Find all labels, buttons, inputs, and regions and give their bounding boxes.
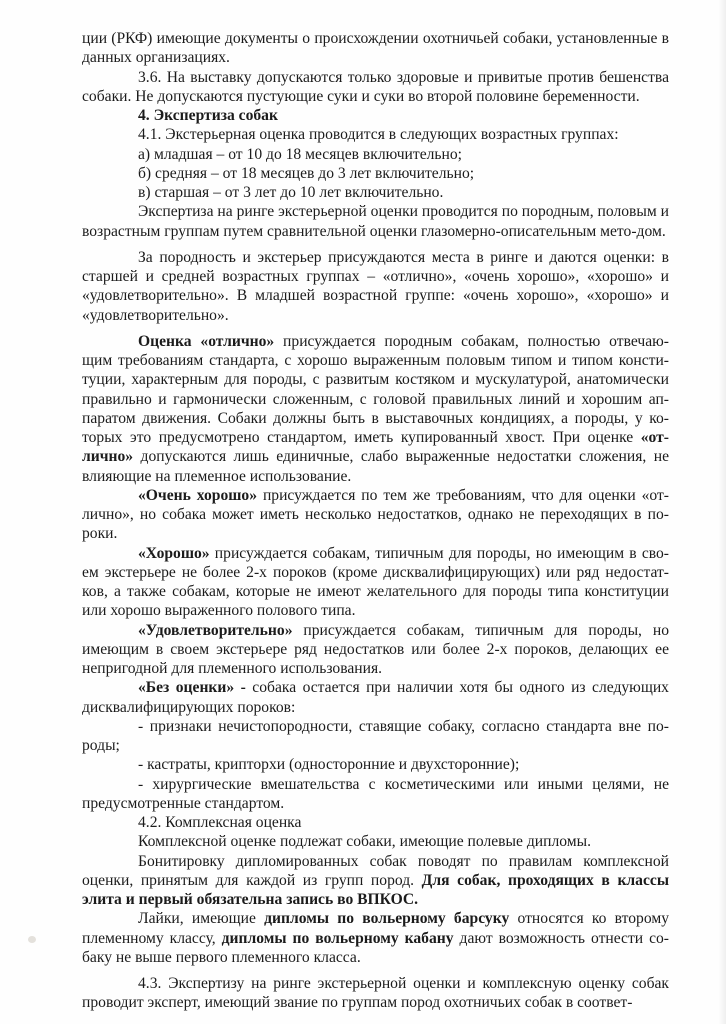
paragraph-text: ции (РКФ) имеющие документы о происхождении охотничьей собаки, установленные в данных организациях. xyxy=(82,30,669,67)
list-item-middle xyxy=(82,164,669,183)
list-item-text: - хирургические вмешательства с косметическими или иными целями, не предусмотренные стандартом. xyxy=(82,775,669,812)
paragraph-text: 3.6. На выставку допускаются только здоровые и привитые против бешенства собаки. Не допускаются пустующие суки и суки во второй половине беременности. xyxy=(82,68,669,105)
paragraph-laika-diplomas xyxy=(82,909,669,967)
list-item-text: - признаки нечистопородности, ставящие собаку, согласно стандарта вне по-роды; xyxy=(82,717,669,754)
paragraph-text: Комплексной оценке подлежат собаки, имеющие полевые дипломы. xyxy=(138,833,591,851)
paragraph-text: собака остается при наличии хотя бы одного из следующих дисквалифицирующих пороков: xyxy=(82,679,669,716)
paragraph-text: 4.3. Экспертизу на ринге экстерьерной оценки и комплексную оценку собак проводит эксперт, имеющий звание по группам пород охотничьих собак в соответ- xyxy=(82,975,669,1012)
paragraph-text: относятся ко второму племенному классу, xyxy=(82,910,669,947)
paragraph-text: присуждается по тем же требованиям, что для оценки «от-лично», но собака может иметь несколько недостатков, однако не переходящих в по-роки. xyxy=(82,486,670,543)
paragraph-text: присуждается собакам, типичным для породы, но имеющим в своем экстерьере ряд недостатков или более 2-х пороков, делающих ее непригодной для племенного использования. xyxy=(82,621,669,677)
list-item-text: - кастраты, крипторхи (односторонние и двухсторонние); xyxy=(138,756,520,774)
list-item-surgery xyxy=(82,775,669,814)
list-item-text: б) средняя – от 18 месяцев до 3 лет включительно; xyxy=(138,164,475,182)
paragraph-3-6 xyxy=(82,68,669,107)
paragraph-text: За породность и экстерьер присуждаются места в ринге и даются оценки: в старшей и средней возрастных группах – «отлично», «очень хорошо», «хорошо» и «удовлетворительно». В младшей возрастной группе: «очень хорошо», «хорошо» и «удовлетворительно». xyxy=(82,248,669,324)
bold-term: Для собак, проходящих в классы элита и первый обязательна запись во ВПКОС. xyxy=(82,871,669,908)
bold-term: Оценка «отлично» xyxy=(138,332,275,350)
paragraph-excellent xyxy=(82,332,669,486)
scan-smudge xyxy=(28,936,36,943)
paragraph-text: Бонитировку дипломированных собак поводят по правилам комплексной оценки, принятым для каждой из групп пород. xyxy=(82,852,669,889)
list-item-junior xyxy=(82,145,669,164)
paragraph-good xyxy=(82,544,669,621)
paragraph-text: присуждается собакам, типичным для породы, но имеющим в сво-ем экстерьере не более 2-х пороков (кроме дисквалифицирующих) или ряд недостат-ков, а также собакам, которые не имеют желательного для породы типа конституции или хорошо выраженного полового типа. xyxy=(82,544,669,620)
list-item-text: в) старшая – от 3 лет до 10 лет включительно. xyxy=(138,184,444,201)
list-item-senior xyxy=(82,183,669,202)
heading-text: 4.2. Комплексная оценка xyxy=(138,814,302,831)
list-item-castrates xyxy=(82,755,669,774)
section-heading-4 xyxy=(82,106,669,125)
bold-term: «Удовлетворительно» xyxy=(138,621,293,639)
paragraph-continuation xyxy=(82,29,669,68)
paragraph-text: допускаются лишь единичные, слабо выраженные недостатки сложения, не влияющие на племенное использование. xyxy=(82,448,669,485)
paragraph-bonitation xyxy=(82,852,669,910)
bold-term: «Без оценки» - xyxy=(138,679,246,697)
paragraph-ring-expertise xyxy=(82,202,669,241)
list-item-text: а) младшая – от 10 до 18 месяцев включительно; xyxy=(138,145,462,163)
list-item-impurity xyxy=(82,717,669,756)
bold-term: «Очень хорошо» xyxy=(138,486,258,504)
paragraph-text: Экспертиза на ринге экстерьерной оценки проводится по породным, половым и возрастным группам путем сравнительной оценки глазомерно-описательным мето-дом. xyxy=(82,203,669,240)
heading-text: 4. Экспертиза собак xyxy=(138,107,278,124)
paragraph-text: 4.1. Экстерьерная оценка проводится в следующих возрастных группах: xyxy=(138,126,619,144)
paragraph-grades xyxy=(82,248,669,325)
document-body xyxy=(82,29,669,1013)
paragraph-text: присуждается породным собакам, полностью отвечаю-щим требованиям стандарта, с хорошо выраженным половым типом и типом консти-туции, характерным для породы, с развитым костяком и мускулатурой, анатомически правильно и гармонически сложенным, с головой правильных линий и хорошим ап-паратом движения. Собаки должны быть в выставочных кондициях, а породы, у ко-торых это предусмотрено стандартом, иметь купированный хвост. При оценке xyxy=(82,332,670,446)
paragraph-text: Лайки, имеющие xyxy=(138,910,265,928)
paragraph-4-1 xyxy=(82,125,669,144)
bold-term: дипломы по вольерному барсуку xyxy=(264,910,510,928)
page-edge-shadow xyxy=(718,0,726,1024)
paragraph-very-good xyxy=(82,486,669,544)
bold-term: «Хорошо» xyxy=(138,544,210,562)
section-heading-4-2 xyxy=(82,813,669,832)
bold-term: «от-лично» xyxy=(82,429,669,466)
bold-term: дипломы по вольерному кабану xyxy=(221,929,454,947)
paragraph-satisfactory xyxy=(82,621,669,679)
paragraph-no-grade xyxy=(82,678,669,717)
paragraph-text: дают возможность отнести со-баку не выше первого племенного класса. xyxy=(82,929,669,966)
paragraph-4-3 xyxy=(82,974,669,1013)
paragraph-complex-eligibility xyxy=(82,832,669,851)
